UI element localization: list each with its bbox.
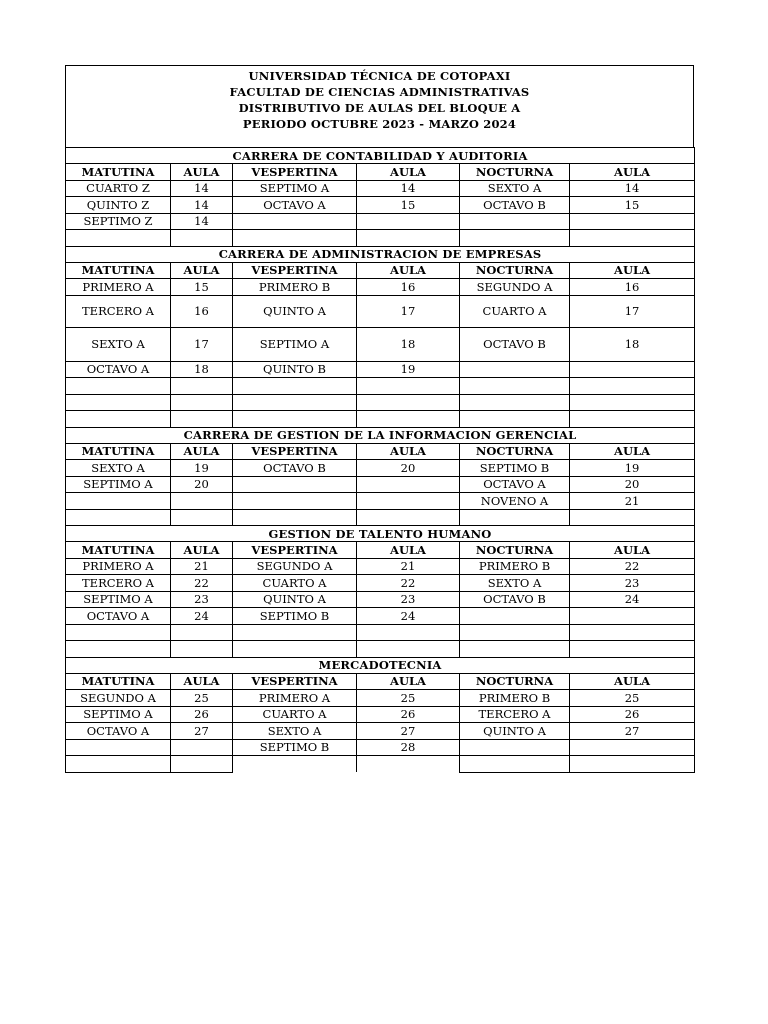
table-row xyxy=(66,327,695,361)
column-header: AULA xyxy=(570,673,695,690)
column-header: AULA xyxy=(357,262,460,279)
classroom-table xyxy=(65,147,695,773)
column-header-row xyxy=(66,673,695,690)
table-cell: QUINTO A xyxy=(233,591,357,608)
column-header: AULA xyxy=(171,443,233,460)
table-cell xyxy=(357,641,460,658)
table-cell xyxy=(460,624,570,641)
table-cell xyxy=(66,394,171,411)
table-cell xyxy=(357,411,460,428)
table-cell xyxy=(171,509,233,526)
table-cell xyxy=(233,641,357,658)
table-cell xyxy=(171,411,233,428)
table-cell: PRIMERO A xyxy=(233,690,357,707)
table-cell xyxy=(233,411,357,428)
table-cell: 16 xyxy=(357,279,460,296)
column-header: NOCTURNA xyxy=(460,443,570,460)
table-row xyxy=(66,706,695,723)
table-cell xyxy=(171,230,233,247)
column-header: VESPERTINA xyxy=(233,443,357,460)
table-cell: 18 xyxy=(171,361,233,378)
table-cell: CUARTO A xyxy=(233,575,357,592)
section-row xyxy=(66,427,695,443)
table-cell: CUARTO Z xyxy=(66,180,171,197)
table-cell: 20 xyxy=(570,476,695,493)
table-cell xyxy=(171,624,233,641)
table-cell xyxy=(570,213,695,230)
table-cell: 24 xyxy=(570,591,695,608)
table-row xyxy=(66,213,695,230)
table-cell xyxy=(570,411,695,428)
table-cell: SEGUNDO A xyxy=(233,558,357,575)
table-cell xyxy=(570,608,695,625)
table-row xyxy=(66,361,695,378)
table-cell xyxy=(570,509,695,526)
table-cell: 16 xyxy=(171,295,233,327)
table-row xyxy=(66,723,695,740)
section-title: CARRERA DE ADMINISTRACION DE EMPRESAS xyxy=(66,246,695,262)
title-faculty: FACULTAD DE CIENCIAS ADMINISTRATIVAS xyxy=(229,85,530,99)
column-header: AULA xyxy=(357,164,460,181)
table-cell: 18 xyxy=(357,327,460,361)
column-header: AULA xyxy=(171,164,233,181)
schedule-sheet xyxy=(65,65,694,773)
table-row xyxy=(66,624,695,641)
table-cell: SEPTIMO B xyxy=(460,460,570,477)
table-cell: SEXTO A xyxy=(66,460,171,477)
section-title: MERCADOTECNIA xyxy=(66,657,695,673)
table-cell xyxy=(233,230,357,247)
table-cell xyxy=(570,361,695,378)
table-cell xyxy=(66,230,171,247)
table-cell: 14 xyxy=(171,180,233,197)
table-cell xyxy=(460,756,570,773)
table-row xyxy=(66,378,695,395)
table-cell xyxy=(460,739,570,756)
column-header: AULA xyxy=(570,443,695,460)
table-cell: 14 xyxy=(357,180,460,197)
title-distribution: DISTRIBUTIVO DE AULAS DEL BLOQUE A xyxy=(238,101,521,115)
table-cell xyxy=(357,476,460,493)
table-cell: 25 xyxy=(357,690,460,707)
table-cell: SEXTO A xyxy=(233,723,357,740)
table-cell xyxy=(171,394,233,411)
table-cell xyxy=(570,378,695,395)
table-cell: SEXTO A xyxy=(460,575,570,592)
table-cell: 22 xyxy=(357,575,460,592)
column-header: AULA xyxy=(357,542,460,559)
table-cell xyxy=(357,493,460,510)
table-cell: 24 xyxy=(357,608,460,625)
table-cell: 21 xyxy=(357,558,460,575)
table-cell: 17 xyxy=(570,295,695,327)
table-cell: OCTAVO B xyxy=(233,460,357,477)
table-cell: 27 xyxy=(570,723,695,740)
table-row xyxy=(66,575,695,592)
table-cell xyxy=(570,641,695,658)
column-header-row xyxy=(66,443,695,460)
table-cell xyxy=(460,641,570,658)
table-cell: 18 xyxy=(570,327,695,361)
column-header: NOCTURNA xyxy=(460,673,570,690)
table-cell xyxy=(66,739,171,756)
table-row xyxy=(66,197,695,214)
table-cell xyxy=(233,394,357,411)
table-row xyxy=(66,608,695,625)
table-cell xyxy=(357,213,460,230)
table-cell: CUARTO A xyxy=(460,295,570,327)
title-university: UNIVERSIDAD TÉCNICA DE COTOPAXI xyxy=(248,69,511,83)
table-cell: SEPTIMO A xyxy=(66,591,171,608)
table-row xyxy=(66,460,695,477)
table-cell: SEXTO A xyxy=(460,180,570,197)
table-cell: 23 xyxy=(570,575,695,592)
table-cell: 27 xyxy=(357,723,460,740)
column-header: VESPERTINA xyxy=(233,262,357,279)
table-row xyxy=(66,493,695,510)
table-cell xyxy=(171,641,233,658)
table-cell: 14 xyxy=(171,197,233,214)
table-cell: QUINTO Z xyxy=(66,197,171,214)
table-cell xyxy=(570,394,695,411)
table-cell xyxy=(66,624,171,641)
table-cell: SEXTO A xyxy=(66,327,171,361)
table-cell xyxy=(66,756,171,773)
column-header: AULA xyxy=(357,443,460,460)
table-cell: OCTAVO B xyxy=(460,591,570,608)
table-row xyxy=(66,230,695,247)
table-cell: PRIMERO A xyxy=(66,279,171,296)
table-cell xyxy=(233,493,357,510)
table-row xyxy=(66,591,695,608)
table-row xyxy=(66,394,695,411)
table-cell: 20 xyxy=(357,460,460,477)
column-header: AULA xyxy=(570,262,695,279)
table-cell: OCTAVO A xyxy=(66,608,171,625)
table-cell: 24 xyxy=(171,608,233,625)
table-cell: TERCERO A xyxy=(460,706,570,723)
column-header: NOCTURNA xyxy=(460,542,570,559)
table-cell xyxy=(171,378,233,395)
table-cell: CUARTO A xyxy=(233,706,357,723)
table-cell: SEGUNDO A xyxy=(460,279,570,296)
section-row xyxy=(66,246,695,262)
table-cell xyxy=(233,213,357,230)
table-cell xyxy=(460,608,570,625)
table-cell: 19 xyxy=(171,460,233,477)
table-cell: SEPTIMO Z xyxy=(66,213,171,230)
table-cell: 15 xyxy=(171,279,233,296)
section-title: GESTION DE TALENTO HUMANO xyxy=(66,526,695,542)
section-title: CARRERA DE CONTABILIDAD Y AUDITORIA xyxy=(66,148,695,164)
section-title: CARRERA DE GESTION DE LA INFORMACION GERENCIAL xyxy=(66,427,695,443)
column-header: NOCTURNA xyxy=(460,164,570,181)
table-cell: SEPTIMO B xyxy=(233,739,357,756)
title-period: PERIODO OCTUBRE 2023 - MARZO 2024 xyxy=(242,117,517,131)
table-cell xyxy=(233,378,357,395)
table-cell: PRIMERO B xyxy=(460,690,570,707)
table-cell xyxy=(357,378,460,395)
table-cell: TERCERO A xyxy=(66,575,171,592)
table-row xyxy=(66,558,695,575)
table-cell xyxy=(66,411,171,428)
column-header: AULA xyxy=(570,542,695,559)
table-cell: SEPTIMO A xyxy=(66,706,171,723)
table-cell: 27 xyxy=(171,723,233,740)
table-cell xyxy=(460,230,570,247)
table-row xyxy=(66,509,695,526)
column-header: NOCTURNA xyxy=(460,262,570,279)
column-header: AULA xyxy=(570,164,695,181)
table-cell xyxy=(460,394,570,411)
table-cell: 22 xyxy=(570,558,695,575)
table-cell xyxy=(66,493,171,510)
table-cell xyxy=(460,213,570,230)
table-cell: SEPTIMO B xyxy=(233,608,357,625)
table-cell: QUINTO B xyxy=(233,361,357,378)
column-header: VESPERTINA xyxy=(233,542,357,559)
table-cell: TERCERO A xyxy=(66,295,171,327)
table-cell: 14 xyxy=(570,180,695,197)
section-row xyxy=(66,148,695,164)
table-cell: OCTAVO A xyxy=(66,361,171,378)
table-cell xyxy=(460,378,570,395)
table-cell: 15 xyxy=(357,197,460,214)
table-cell: PRIMERO B xyxy=(233,279,357,296)
column-header: MATUTINA xyxy=(66,673,171,690)
table-cell: 26 xyxy=(357,706,460,723)
table-cell xyxy=(171,739,233,756)
table-row xyxy=(66,411,695,428)
table-cell: OCTAVO B xyxy=(460,197,570,214)
table-row xyxy=(66,690,695,707)
table-row xyxy=(66,279,695,296)
table-cell: 23 xyxy=(357,591,460,608)
table-cell xyxy=(233,509,357,526)
table-cell xyxy=(357,394,460,411)
column-header: MATUTINA xyxy=(66,542,171,559)
table-cell: 16 xyxy=(570,279,695,296)
table-cell xyxy=(570,624,695,641)
column-header-row xyxy=(66,164,695,181)
column-header: VESPERTINA xyxy=(233,673,357,690)
column-header: MATUTINA xyxy=(66,443,171,460)
table-cell: SEPTIMO A xyxy=(233,180,357,197)
table-cell: 26 xyxy=(570,706,695,723)
column-header-row xyxy=(66,262,695,279)
table-cell xyxy=(460,361,570,378)
column-header: AULA xyxy=(171,542,233,559)
table-cell: PRIMERO B xyxy=(460,558,570,575)
table-cell: 21 xyxy=(570,493,695,510)
table-cell: 23 xyxy=(171,591,233,608)
table-cell xyxy=(357,756,460,773)
table-cell: NOVENO A xyxy=(460,493,570,510)
table-cell xyxy=(233,476,357,493)
column-header: MATUTINA xyxy=(66,164,171,181)
table-cell: OCTAVO A xyxy=(233,197,357,214)
table-cell: 15 xyxy=(570,197,695,214)
table-cell: 14 xyxy=(171,213,233,230)
table-cell: 17 xyxy=(357,295,460,327)
table-cell: 17 xyxy=(171,327,233,361)
table-cell xyxy=(171,756,233,773)
table-row xyxy=(66,739,695,756)
table-cell: 21 xyxy=(171,558,233,575)
column-header-row xyxy=(66,542,695,559)
table-row xyxy=(66,641,695,658)
table-cell: 28 xyxy=(357,739,460,756)
table-cell xyxy=(357,230,460,247)
table-cell xyxy=(66,509,171,526)
table-cell: SEGUNDO A xyxy=(66,690,171,707)
column-header: VESPERTINA xyxy=(233,164,357,181)
table-cell: SEPTIMO A xyxy=(66,476,171,493)
table-cell: QUINTO A xyxy=(233,295,357,327)
table-cell: 25 xyxy=(570,690,695,707)
table-cell: OCTAVO B xyxy=(460,327,570,361)
table-row xyxy=(66,180,695,197)
table-cell xyxy=(570,756,695,773)
table-cell xyxy=(171,493,233,510)
column-header: MATUTINA xyxy=(66,262,171,279)
table-cell: 26 xyxy=(171,706,233,723)
table-cell xyxy=(570,230,695,247)
table-cell: 22 xyxy=(171,575,233,592)
section-row xyxy=(66,657,695,673)
table-cell xyxy=(233,624,357,641)
table-cell: PRIMERO A xyxy=(66,558,171,575)
table-cell xyxy=(357,509,460,526)
table-cell: SEPTIMO A xyxy=(233,327,357,361)
table-cell: 20 xyxy=(171,476,233,493)
table-cell xyxy=(357,624,460,641)
table-cell xyxy=(460,509,570,526)
table-row xyxy=(66,476,695,493)
table-cell: OCTAVO A xyxy=(460,476,570,493)
table-cell xyxy=(570,739,695,756)
column-header: AULA xyxy=(357,673,460,690)
document-header xyxy=(65,65,694,147)
table-row xyxy=(66,756,695,773)
column-header: AULA xyxy=(171,673,233,690)
table-row xyxy=(66,295,695,327)
section-row xyxy=(66,526,695,542)
table-cell: QUINTO A xyxy=(460,723,570,740)
table-cell: 19 xyxy=(357,361,460,378)
column-header: AULA xyxy=(171,262,233,279)
table-cell xyxy=(233,756,357,773)
table-cell: 25 xyxy=(171,690,233,707)
table-cell xyxy=(66,378,171,395)
table-cell xyxy=(66,641,171,658)
table-cell: 19 xyxy=(570,460,695,477)
table-cell: OCTAVO A xyxy=(66,723,171,740)
table-cell xyxy=(460,411,570,428)
